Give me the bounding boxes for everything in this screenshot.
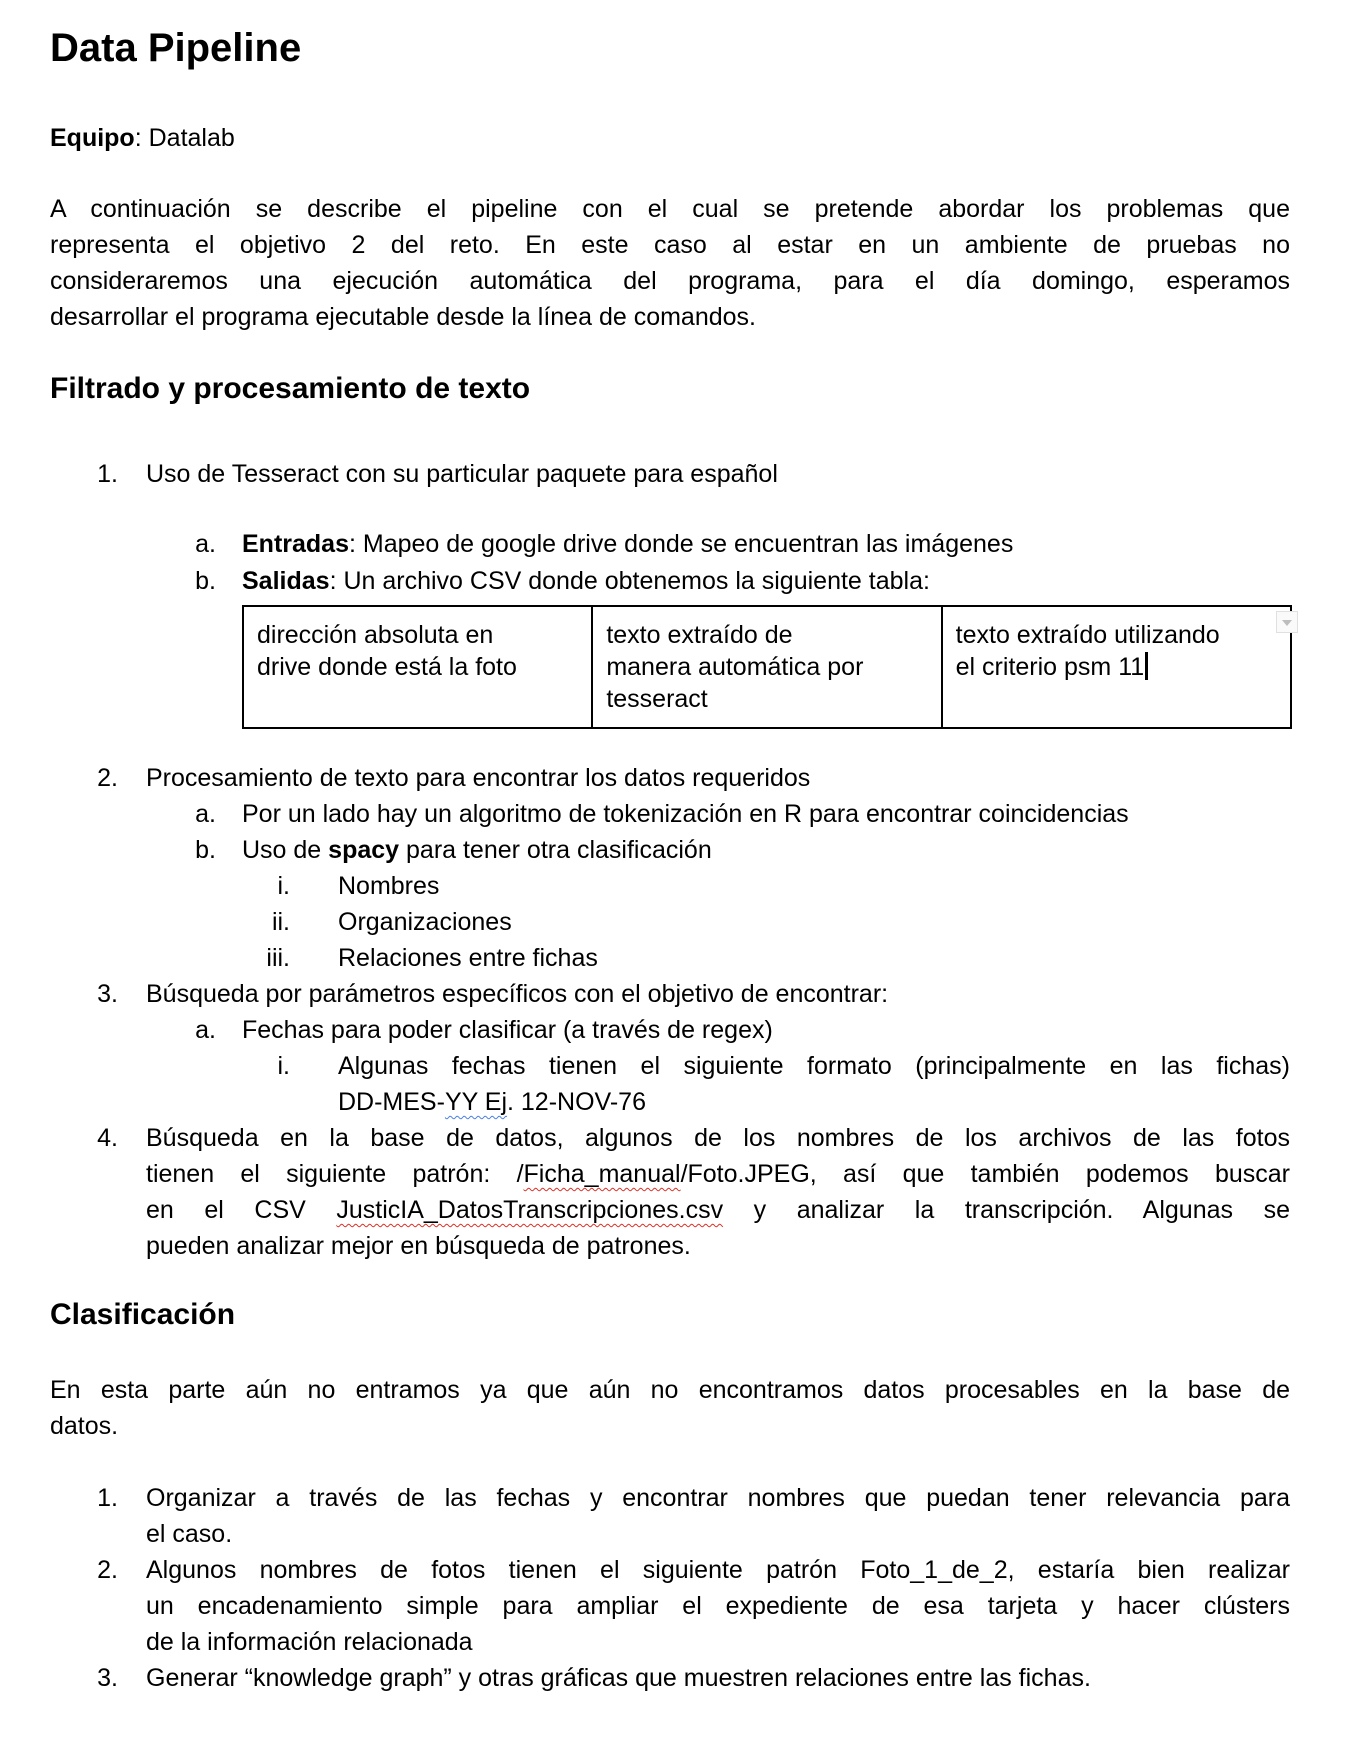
- salidas-label: Salidas: [242, 567, 330, 595]
- list-item-nombres: Nombres: [338, 872, 440, 900]
- list-item-organizaciones: Organizaciones: [338, 908, 512, 936]
- list-marker: 3.: [97, 1664, 118, 1692]
- list-item-encadenamiento-line: de la información relacionada: [146, 1628, 473, 1656]
- csv-output-table: [242, 605, 1292, 729]
- cell-text: dirección absoluta en: [257, 621, 494, 649]
- text-cursor: [1145, 652, 1148, 680]
- list-item-fechas: Fechas para poder clasificar (a través de regex): [242, 1016, 773, 1044]
- entradas-text: : Mapeo de google drive donde se encuentran las imágenes: [348, 530, 1014, 558]
- cell-dropdown-arrow-icon[interactable]: [1276, 611, 1298, 633]
- section-heading-filtrado: Filtrado y procesamiento de texto: [50, 372, 531, 405]
- team-line: [50, 120, 235, 156]
- team-label: Equipo: [50, 124, 135, 152]
- list-marker: 4.: [97, 1124, 118, 1152]
- list-item-base-datos: Búsqueda en la base de datos, algunos de los nombres de los archivos de las fotos: [146, 1124, 1290, 1152]
- table-cell-active[interactable]: [942, 606, 1291, 728]
- list-item-base-datos-line: [146, 1156, 1290, 1192]
- table-row: [243, 606, 1291, 728]
- list-item-spacy: [242, 832, 712, 868]
- list-item-base-datos-line: [146, 1192, 1290, 1228]
- list-item-base-datos-line: pueden analizar mejor en búsqueda de patrones.: [146, 1232, 691, 1260]
- spelling-error[interactable]: Ficha_manual: [523, 1160, 681, 1188]
- list-item-encadenamiento-line: un encadenamiento simple para ampliar el expediente de esa tarjeta y hacer clústers: [146, 1592, 1290, 1620]
- list-marker: a.: [195, 530, 216, 558]
- spelling-error[interactable]: JusticIA_DatosTranscripciones.csv: [336, 1196, 724, 1224]
- cell-text: el criterio psm 11: [955, 653, 1145, 681]
- list-marker: 1.: [97, 1484, 118, 1512]
- list-item-entradas: [242, 526, 1013, 562]
- intro-line: representa el objetivo 2 del reto. En este caso al estar en un ambiente de pruebas no: [50, 231, 1290, 259]
- list-marker: ii.: [271, 908, 290, 936]
- cell-text: tesseract: [606, 685, 708, 713]
- spacy-pre: Uso de: [242, 836, 329, 864]
- clasificacion-intro-line: En esta parte aún no entramos ya que aún no encontramos datos procesables en la base de: [50, 1376, 1290, 1404]
- cell-text: texto extraído de: [606, 621, 793, 649]
- list-item-tokenizacion: Por un lado hay un algoritmo de tokenización en R para encontrar coincidencias: [242, 800, 1129, 828]
- list-marker: 2.: [97, 764, 118, 792]
- table-cell[interactable]: [592, 606, 941, 728]
- pattern-post: /Foto.JPEG, así que también podemos buscar: [680, 1160, 1290, 1188]
- list-marker: 2.: [97, 1556, 118, 1584]
- intro-line: A continuación se describe el pipeline con el cual se pretende abordar los problemas que: [50, 195, 1290, 223]
- intro-line: consideraremos una ejecución automática del programa, para el día domingo, esperamos: [50, 267, 1290, 295]
- list-item-organizar: Organizar a través de las fechas y encontrar nombres que puedan tener relevancia para: [146, 1484, 1290, 1512]
- pattern-pre: tienen el siguiente patrón: /: [146, 1160, 524, 1188]
- table-cell[interactable]: [243, 606, 592, 728]
- list-marker: a.: [195, 800, 216, 828]
- list-marker: i.: [277, 872, 290, 900]
- list-marker: 3.: [97, 980, 118, 1008]
- list-item-encadenamiento: Algunos nombres de fotos tienen el siguiente patrón Foto_1_de_2, estaría bien realizar: [146, 1556, 1290, 1584]
- list-item-knowledge-graph: Generar “knowledge graph” y otras gráficas que muestren relaciones entre las fichas.: [146, 1664, 1091, 1692]
- cell-text: texto extraído utilizando: [955, 621, 1220, 649]
- list-marker: b.: [195, 836, 216, 864]
- list-item-relaciones: Relaciones entre fichas: [338, 944, 598, 972]
- list-item-salidas: [242, 563, 930, 599]
- list-marker: b.: [195, 567, 216, 595]
- list-marker: a.: [195, 1016, 216, 1044]
- list-marker: 1.: [97, 460, 118, 488]
- cell-text: drive donde está la foto: [257, 653, 517, 681]
- list-item-formato-ejemplo: [338, 1084, 646, 1120]
- csv-post: y analizar la transcripción. Algunas se: [723, 1196, 1290, 1224]
- list-item-organizar-line: el caso.: [146, 1520, 233, 1548]
- list-marker: iii.: [266, 944, 290, 972]
- date-format-post: . 12-NOV-76: [507, 1088, 646, 1116]
- list-marker: i.: [277, 1052, 290, 1080]
- list-item-formato-fechas: Algunas fechas tienen el siguiente formato (principalmente en las fichas): [338, 1052, 1290, 1080]
- date-format-pre: DD-MES-: [338, 1088, 445, 1116]
- document-title: Data Pipeline: [50, 26, 302, 70]
- clasificacion-intro-line: datos.: [50, 1412, 119, 1440]
- csv-pre: en el CSV: [146, 1196, 337, 1224]
- salidas-text: : Un archivo CSV donde obtenemos la siguiente tabla:: [329, 567, 930, 595]
- list-item-busqueda-parametros: Búsqueda por parámetros específicos con el objetivo de encontrar:: [146, 980, 889, 1008]
- spacy-post: para tener otra clasificación: [399, 836, 712, 864]
- list-item-procesamiento: Procesamiento de texto para encontrar los datos requeridos: [146, 764, 811, 792]
- list-item-tesseract: Uso de Tesseract con su particular paquete para español: [146, 460, 778, 488]
- grammar-suggestion[interactable]: YY Ej: [444, 1088, 508, 1116]
- cell-text: manera automática por: [606, 653, 864, 681]
- spacy-bold: spacy: [328, 836, 400, 864]
- intro-line: desarrollar el programa ejecutable desde la línea de comandos.: [50, 303, 756, 331]
- section-heading-clasificacion: Clasificación: [50, 1298, 236, 1331]
- entradas-label: Entradas: [242, 530, 349, 558]
- team-value: : Datalab: [134, 124, 235, 152]
